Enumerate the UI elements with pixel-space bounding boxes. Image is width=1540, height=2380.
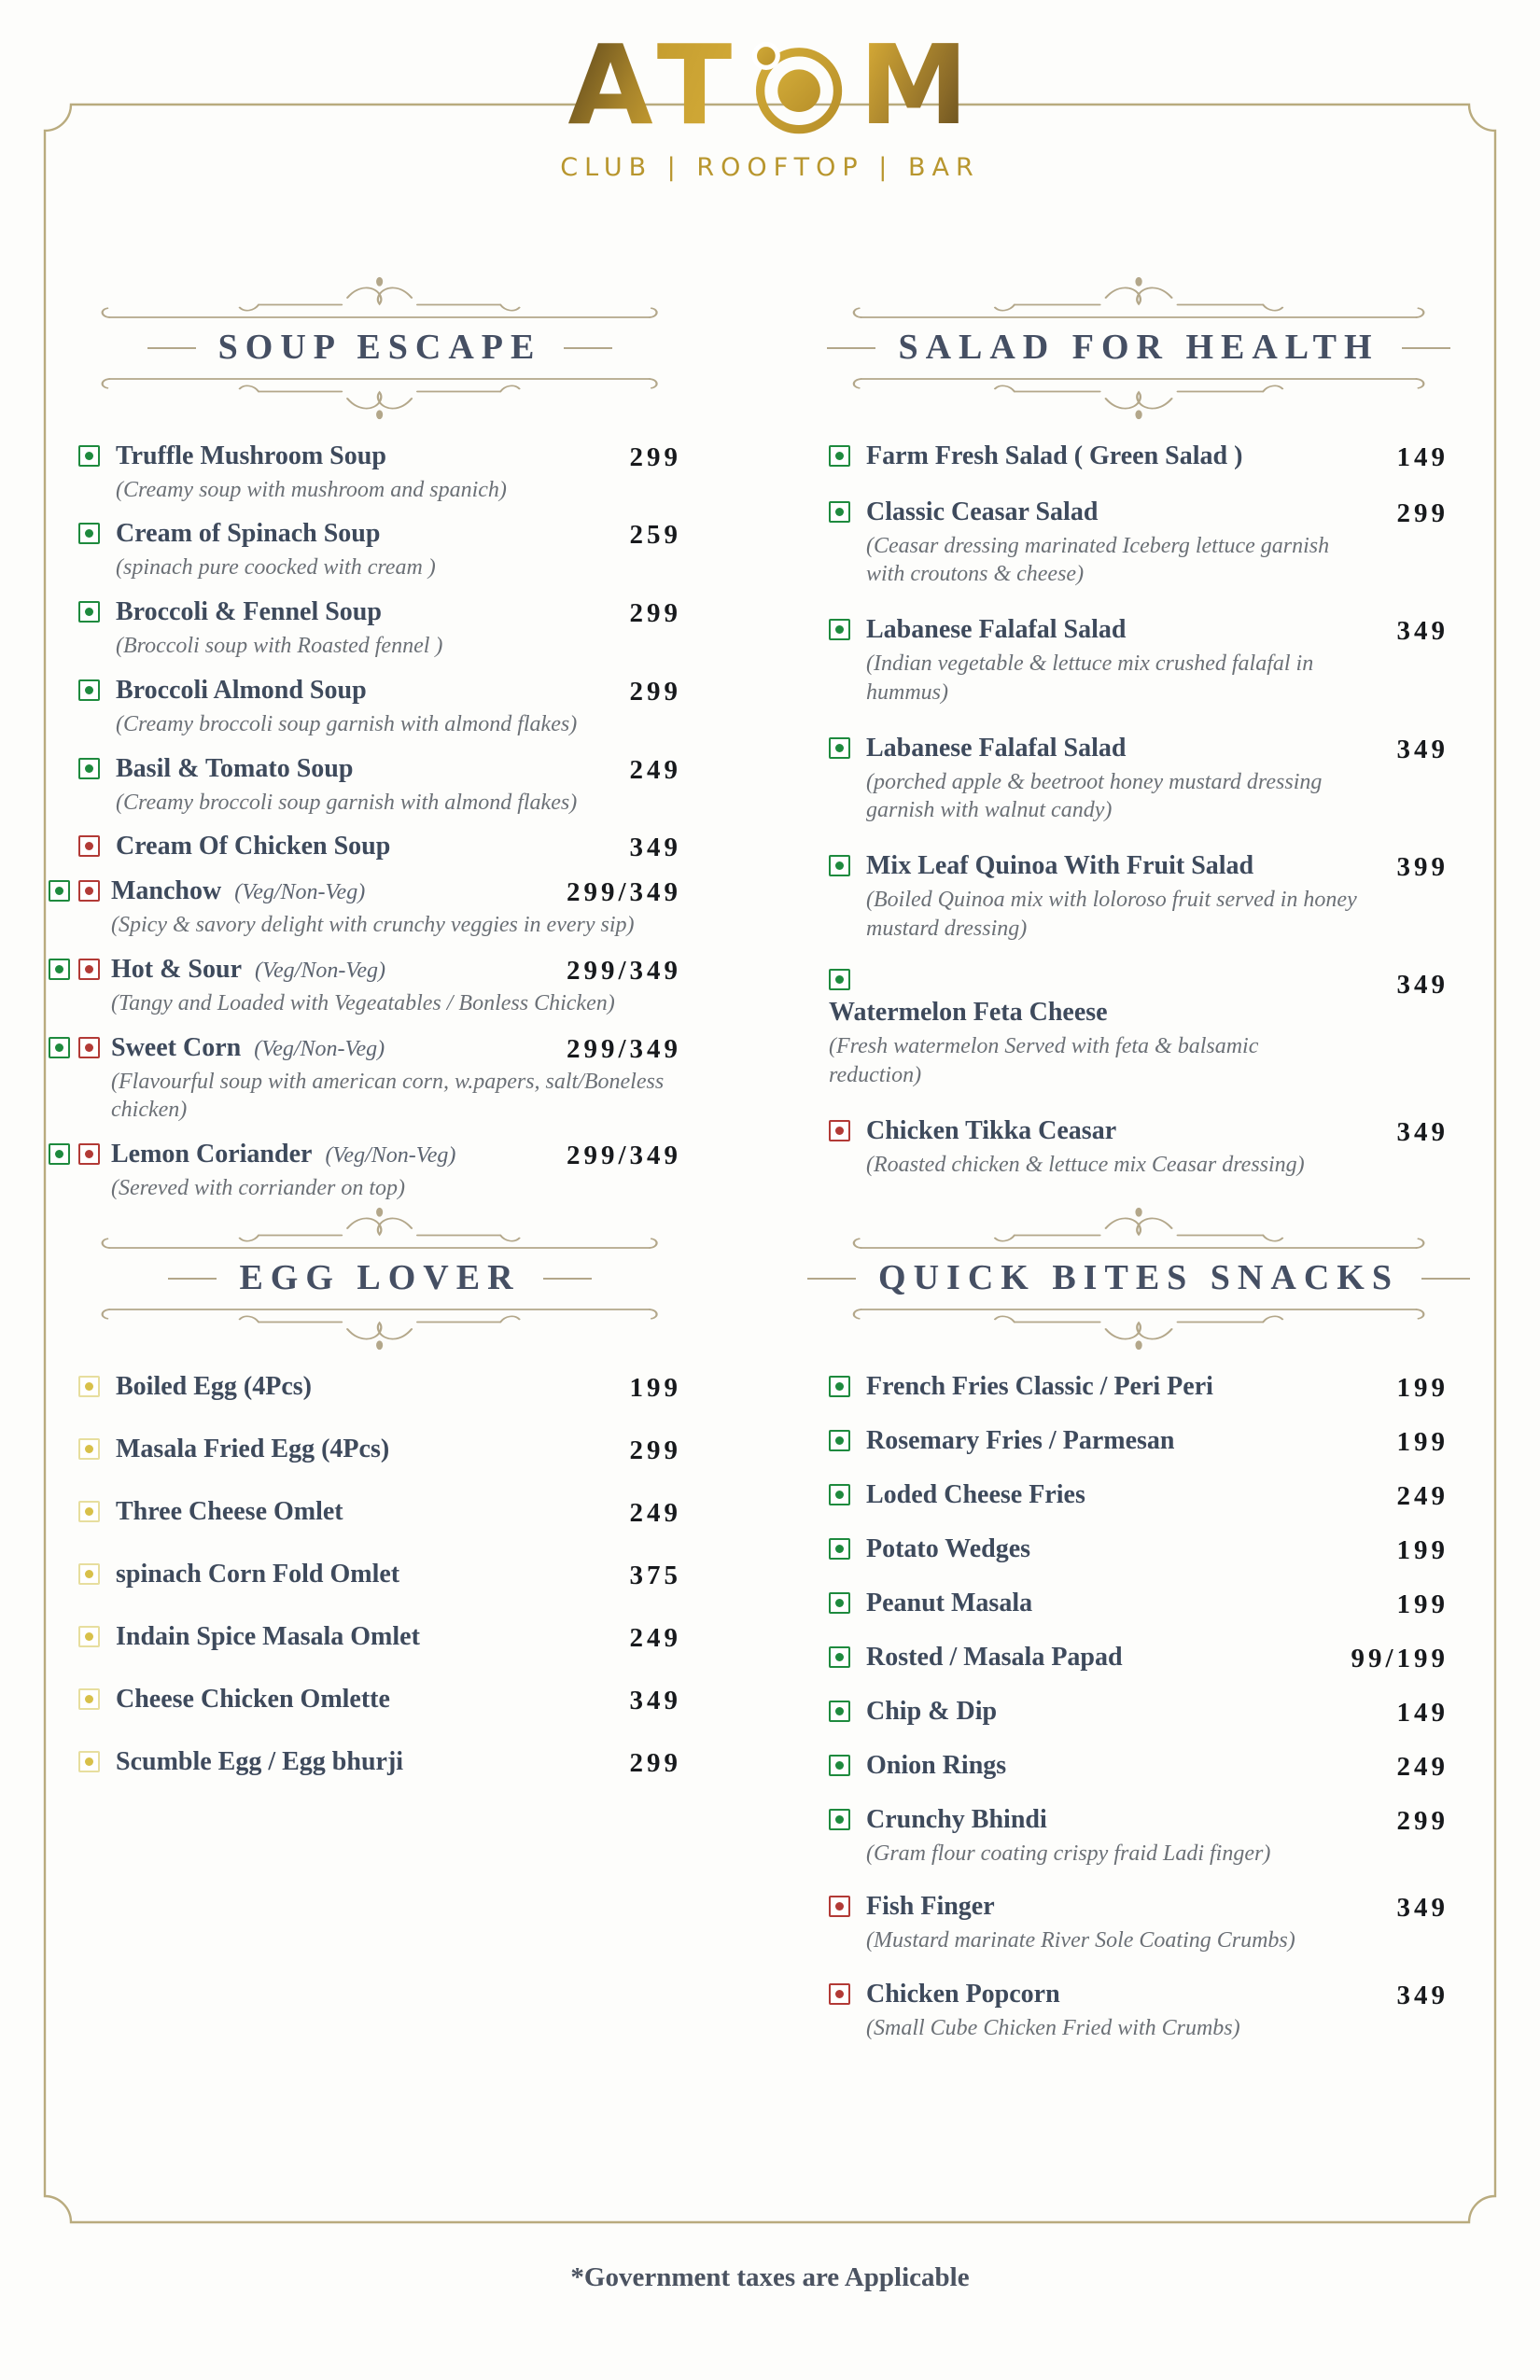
item-price: 249 [629, 1497, 681, 1528]
item-description: (Boiled Quinoa mix with loloroso fruit served in honey mustard dressing) [866, 888, 1357, 941]
item-name-row [866, 734, 1449, 763]
item-name: Farm Fresh Salad ( Green Salad ) [866, 441, 1243, 470]
item-description: (Creamy soup with mushroom and spanich) [116, 477, 507, 502]
menu-item [49, 955, 681, 1018]
item-price: 249 [629, 754, 681, 785]
item-text [116, 1560, 681, 1589]
egg-icon [78, 1688, 100, 1710]
footer-note: *Government taxes are Applicable [570, 2262, 970, 2292]
item-name: Labanese Falafal Salad [866, 733, 1127, 763]
item-name: Chicken Tikka Ceasar [866, 1115, 1117, 1145]
item-name: Mix Leaf Quinoa With Fruit Salad [866, 851, 1254, 880]
item-price: 349 [1396, 1893, 1449, 1924]
item-name-row [116, 1685, 681, 1715]
veg-icon [78, 601, 100, 623]
menu-item [829, 1805, 1449, 1869]
item-text [866, 615, 1449, 707]
item-text [866, 1426, 1449, 1456]
diet-icons [829, 1534, 866, 1560]
item-name-row [866, 1426, 1449, 1456]
item-name: spinach Corn Fold Omlet [116, 1559, 400, 1589]
menu-item [829, 441, 1449, 471]
item-name: Chip & Dip [866, 1696, 998, 1726]
menu-section [78, 1206, 681, 1810]
item-text [866, 1534, 1449, 1564]
item-price: 299/349 [566, 877, 681, 908]
brand-logo [0, 21, 1540, 149]
nonveg-icon [829, 1120, 850, 1141]
item-name: Broccoli Almond Soup [116, 675, 367, 705]
diet-icons [78, 1560, 116, 1585]
item-variant-note: (Veg/Non-Veg) [255, 959, 385, 983]
item-name-row [866, 1116, 1449, 1146]
nonveg-icon [78, 959, 100, 980]
item-name-row [866, 615, 1449, 645]
veg-icon [78, 758, 100, 779]
item-variant-note: (Veg/Non-Veg) [234, 880, 366, 905]
item-name-row [829, 998, 1449, 1028]
egg-icon [78, 1626, 100, 1647]
menu-section [78, 275, 681, 1218]
veg-icon [829, 855, 850, 876]
menu-item [78, 1622, 681, 1652]
item-name-row [866, 1534, 1449, 1564]
nonveg-icon [829, 1983, 850, 2005]
item-price: 299 [629, 1435, 681, 1465]
item-price: 349 [1396, 970, 1449, 1001]
item-price: 349 [629, 1685, 681, 1715]
flourish-ornament-bottom-icon [96, 1301, 663, 1351]
menu-item [829, 851, 1449, 943]
item-price: 149 [1396, 441, 1449, 472]
menu-item [829, 734, 1449, 825]
flourish-ornament-bottom-icon [847, 371, 1430, 421]
item-price: 199 [1396, 1534, 1449, 1565]
menu-item [829, 1980, 1449, 2043]
item-name-row [116, 441, 681, 471]
diet-icons [829, 734, 866, 759]
menu-item [829, 1589, 1449, 1618]
veg-icon [829, 619, 850, 640]
item-name-row [866, 1589, 1449, 1618]
item-name: Fish Finger [866, 1892, 995, 1922]
menu-item [829, 1697, 1449, 1727]
item-description: (Mustard marinate River Sole Coating Crumbs) [866, 1928, 1295, 1953]
item-text [116, 597, 681, 661]
item-name-row [116, 1747, 681, 1777]
diet-icons [829, 1643, 866, 1668]
diet-icons [829, 1980, 866, 2005]
menu-section [829, 275, 1449, 1206]
diet-icons [829, 851, 866, 876]
item-text [866, 734, 1449, 825]
diet-icons [829, 615, 866, 640]
item-text [116, 1685, 681, 1715]
item-name: Rosemary Fries / Parmesan [866, 1425, 1175, 1455]
diet-icons [49, 1140, 100, 1165]
item-name: Labanese Falafal Salad [866, 615, 1127, 645]
veg-icon [829, 1430, 850, 1451]
item-name: Truffle Mushroom Soup [116, 441, 386, 470]
item-price: 99/199 [1351, 1643, 1449, 1673]
item-description: (Tangy and Loaded with Vegeatables / Bonless Chicken) [111, 991, 615, 1015]
item-name-row [866, 1892, 1449, 1922]
item-price: 349 [1396, 1116, 1449, 1147]
menu-item [829, 1751, 1449, 1781]
egg-icon [78, 1376, 100, 1397]
item-name: Crunchy Bhindi [866, 1804, 1047, 1834]
menu-item [78, 1435, 681, 1464]
item-text [116, 676, 681, 739]
item-price: 199 [1396, 1589, 1449, 1619]
item-description: (Small Cube Chicken Fried with Crumbs) [866, 2016, 1240, 2041]
item-name: Masala Fried Egg (4Pcs) [116, 1434, 390, 1463]
diet-icons [829, 497, 866, 523]
diet-icons [78, 441, 116, 467]
item-name-row [866, 1697, 1449, 1727]
flourish-ornament-top-icon [96, 275, 663, 326]
veg-icon [829, 501, 850, 523]
item-text [116, 1622, 681, 1652]
veg-icon [829, 1592, 850, 1614]
egg-icon [78, 1751, 100, 1772]
item-name-row [116, 1560, 681, 1589]
menu-item [78, 1685, 681, 1715]
menu-item [78, 754, 681, 818]
item-price: 299 [629, 1747, 681, 1778]
menu-item [829, 1643, 1449, 1673]
flourish-ornament-bottom-icon [847, 1301, 1430, 1351]
item-description: (Fresh watermelon Served with feta & balsamic reduction) [829, 1034, 1259, 1088]
diet-icons [829, 1426, 866, 1451]
nonveg-icon [78, 835, 100, 857]
menu-item [78, 1372, 681, 1402]
section-header [78, 1206, 681, 1351]
item-price: 249 [629, 1622, 681, 1653]
item-description: (Broccoli soup with Roasted fennel ) [116, 634, 443, 659]
menu-item [829, 1534, 1449, 1564]
item-variant-note: (Veg/Non-Veg) [325, 1143, 456, 1169]
menu-item [829, 615, 1449, 707]
item-name: Classic Ceasar Salad [866, 497, 1099, 526]
item-text [866, 1480, 1449, 1510]
item-name-row [866, 1751, 1449, 1781]
nonveg-icon [829, 1896, 850, 1917]
diet-icons [78, 1685, 116, 1710]
item-name-row [116, 1372, 681, 1402]
item-price: 349 [1396, 616, 1449, 647]
item-name-row [116, 832, 681, 861]
menu-item [78, 597, 681, 661]
item-description: (Gram flour coating crispy fraid Ladi finger) [866, 1841, 1271, 1866]
item-price: 299/349 [566, 1033, 681, 1064]
menu-item [78, 1497, 681, 1527]
section-header [829, 1206, 1449, 1351]
item-price: 399 [1396, 852, 1449, 882]
menu-section [829, 1206, 1449, 2067]
veg-icon [829, 1701, 850, 1722]
item-text [116, 1497, 681, 1527]
menu-item [78, 676, 681, 739]
section-title: QUICK BITES SNACKS [829, 1258, 1449, 1299]
item-name: Cream of Spinach Soup [116, 519, 381, 549]
item-name: Lemon Coriander [111, 1140, 313, 1169]
item-price: 375 [629, 1560, 681, 1590]
item-name: Rosted / Masala Papad [866, 1642, 1123, 1672]
item-text [116, 1747, 681, 1777]
section-title: EGG LOVER [78, 1258, 681, 1299]
diet-icons [829, 1372, 866, 1397]
diet-icons [49, 955, 100, 980]
menu-item [49, 1140, 681, 1203]
section-items [78, 441, 681, 1203]
item-text [116, 519, 681, 582]
item-price: 299 [629, 598, 681, 629]
item-name: Manchow [111, 876, 222, 906]
flourish-ornament-bottom-icon [96, 371, 663, 421]
item-description: (porched apple & beetroot honey mustard dressing garnish with walnut candy) [866, 769, 1323, 823]
item-price: 249 [1396, 1751, 1449, 1782]
item-name: Hot & Sour [111, 955, 242, 984]
item-name: Indain Spice Masala Omlet [116, 1621, 420, 1651]
diet-icons [78, 676, 116, 701]
item-description: (Flavourful soup with american corn, w.papers, salt/Boneless chicken) [111, 1069, 665, 1123]
veg-icon [49, 959, 70, 980]
item-name-row [866, 441, 1449, 471]
item-name-row [866, 1480, 1449, 1510]
item-description: (Creamy broccoli soup garnish with almond flakes) [116, 790, 578, 815]
menu-item [78, 1560, 681, 1589]
item-name: Scumble Egg / Egg bhurji [116, 1746, 404, 1776]
menu-item [829, 1372, 1449, 1402]
veg-icon [829, 1538, 850, 1560]
item-variant-note: (Veg/Non-Veg) [254, 1036, 385, 1061]
item-price: 299/349 [566, 956, 681, 986]
logo-letter: A [567, 21, 657, 149]
item-text [866, 1589, 1449, 1618]
section-items [829, 441, 1449, 1180]
item-text [866, 441, 1449, 471]
menu-item [78, 519, 681, 582]
item-name-row [116, 1435, 681, 1464]
item-text [866, 497, 1449, 589]
diet-icons [829, 1697, 866, 1722]
diet-icons [78, 832, 116, 857]
diet-icons [78, 1622, 116, 1647]
item-description: (Roasted chicken & lettuce mix Ceasar dressing) [866, 1152, 1305, 1177]
veg-icon [49, 1143, 70, 1165]
egg-icon [78, 1438, 100, 1460]
item-text [866, 1116, 1449, 1180]
diet-icons [49, 1033, 100, 1058]
item-name-row [116, 676, 681, 706]
item-price: 199 [629, 1372, 681, 1403]
veg-icon [829, 1376, 850, 1397]
veg-icon [829, 1755, 850, 1776]
item-text [866, 1751, 1449, 1781]
item-name: Three Cheese Omlet [116, 1496, 343, 1526]
diet-icons [78, 1747, 116, 1772]
veg-icon [49, 1037, 70, 1058]
item-name-row [116, 754, 681, 784]
menu-item [829, 1892, 1449, 1955]
diet-icons [78, 754, 116, 779]
veg-icon [78, 679, 100, 701]
item-text [829, 969, 1449, 1089]
veg-icon [829, 1809, 850, 1830]
veg-icon [829, 737, 850, 759]
nonveg-icon [78, 1143, 100, 1165]
section-header [78, 275, 681, 421]
item-name-row [866, 851, 1449, 881]
section-title: SALAD FOR HEALTH [829, 328, 1449, 369]
diet-icons [829, 1589, 866, 1614]
item-price: 259 [629, 520, 681, 551]
menu-item [829, 1116, 1449, 1180]
item-price: 299 [629, 441, 681, 472]
veg-icon [49, 880, 70, 902]
logo-letter: M [859, 21, 973, 149]
diet-icons [78, 519, 116, 544]
item-name-row [116, 597, 681, 627]
menu-item [829, 969, 1449, 1089]
item-name: Loded Cheese Fries [866, 1479, 1085, 1509]
item-text [866, 1805, 1449, 1869]
nonveg-icon [78, 880, 100, 902]
item-price: 299 [629, 676, 681, 707]
item-name: Broccoli & Fennel Soup [116, 597, 382, 627]
menu-item [78, 1747, 681, 1777]
item-name: Onion Rings [866, 1750, 1007, 1780]
item-text [116, 832, 681, 861]
item-text [866, 851, 1449, 943]
item-name-row [116, 519, 681, 549]
diet-icons [49, 876, 100, 902]
item-price: 349 [1396, 1981, 1449, 2011]
flourish-ornament-top-icon [96, 1206, 663, 1256]
veg-icon [829, 445, 850, 467]
diet-icons [829, 1116, 866, 1141]
item-price: 149 [1396, 1697, 1449, 1728]
item-price: 249 [1396, 1480, 1449, 1511]
item-text [116, 441, 681, 505]
item-price: 299 [1396, 1805, 1449, 1836]
item-name: Peanut Masala [866, 1588, 1033, 1617]
item-price: 199 [1396, 1426, 1449, 1457]
veg-icon [78, 523, 100, 544]
menu-item [78, 832, 681, 861]
section-items [78, 1372, 681, 1777]
veg-icon [829, 1646, 850, 1668]
item-price: 299 [1396, 497, 1449, 528]
diet-icons [78, 1497, 116, 1522]
menu-item [829, 1426, 1449, 1456]
item-name: French Fries Classic / Peri Peri [866, 1371, 1213, 1401]
nonveg-icon [78, 1037, 100, 1058]
item-text [116, 754, 681, 818]
section-items [829, 1372, 1449, 2043]
item-text [116, 1372, 681, 1402]
item-price: 199 [1396, 1372, 1449, 1403]
section-title: SOUP ESCAPE [78, 328, 681, 369]
item-name-row [866, 497, 1449, 527]
diet-icons [829, 969, 1449, 990]
item-name-row [866, 1805, 1449, 1835]
item-name-row [116, 1622, 681, 1652]
diet-icons [78, 1372, 116, 1397]
item-description: (Spicy & savory delight with crunchy veggies in every sip) [111, 913, 635, 938]
item-name: Boiled Egg (4Pcs) [116, 1371, 312, 1401]
menu-item [829, 497, 1449, 589]
item-description: (Sereved with corriander on top) [111, 1176, 406, 1201]
veg-icon [829, 1484, 850, 1505]
item-description: (Indian vegetable & lettuce mix crushed falafal in hummus) [866, 651, 1314, 705]
item-price: 349 [1396, 734, 1449, 764]
item-name: Basil & Tomato Soup [116, 753, 354, 783]
item-text [866, 1697, 1449, 1727]
logo-letter: T [656, 21, 736, 149]
diet-icons [78, 1435, 116, 1460]
egg-icon [78, 1501, 100, 1522]
veg-icon [829, 969, 850, 990]
item-name: Cheese Chicken Omlette [116, 1684, 390, 1714]
item-price: 349 [629, 833, 681, 863]
flourish-ornament-top-icon [847, 275, 1430, 326]
item-name-row [866, 1980, 1449, 2009]
item-price: 299/349 [566, 1141, 681, 1171]
item-text [866, 1892, 1449, 1955]
item-text [866, 1980, 1449, 2043]
item-name: Chicken Popcorn [866, 1980, 1060, 2009]
diet-icons [829, 1805, 866, 1830]
item-name-row [866, 1372, 1449, 1402]
item-description: (spinach pure coocked with cream ) [116, 555, 436, 581]
item-name-row [116, 1497, 681, 1527]
menu-item [49, 1033, 681, 1125]
item-name: Watermelon Feta Cheese [829, 998, 1108, 1028]
flourish-ornament-top-icon [847, 1206, 1430, 1256]
item-name: Potato Wedges [866, 1533, 1031, 1563]
diet-icons [829, 1480, 866, 1505]
item-text [116, 1435, 681, 1464]
egg-icon [78, 1563, 100, 1585]
diet-icons [829, 1751, 866, 1776]
item-name: Sweet Corn [111, 1032, 242, 1062]
item-text [866, 1372, 1449, 1402]
veg-icon [78, 445, 100, 467]
item-name: Cream Of Chicken Soup [116, 832, 391, 861]
diet-icons [829, 441, 866, 467]
item-description: (Ceasar dressing marinated Iceberg lettuce garnish with croutons & cheese) [866, 533, 1330, 587]
diet-icons [78, 597, 116, 623]
brand-header [0, 21, 1540, 182]
atom-o-logo-icon [743, 31, 851, 139]
menu-item [829, 1480, 1449, 1510]
item-description: (Creamy broccoli soup garnish with almond flakes) [116, 711, 578, 736]
menu-item [49, 876, 681, 940]
menu-item [78, 441, 681, 505]
diet-icons [829, 1892, 866, 1917]
section-header [829, 275, 1449, 421]
brand-tagline: CLUB | ROOFTOP | BAR [560, 153, 980, 182]
